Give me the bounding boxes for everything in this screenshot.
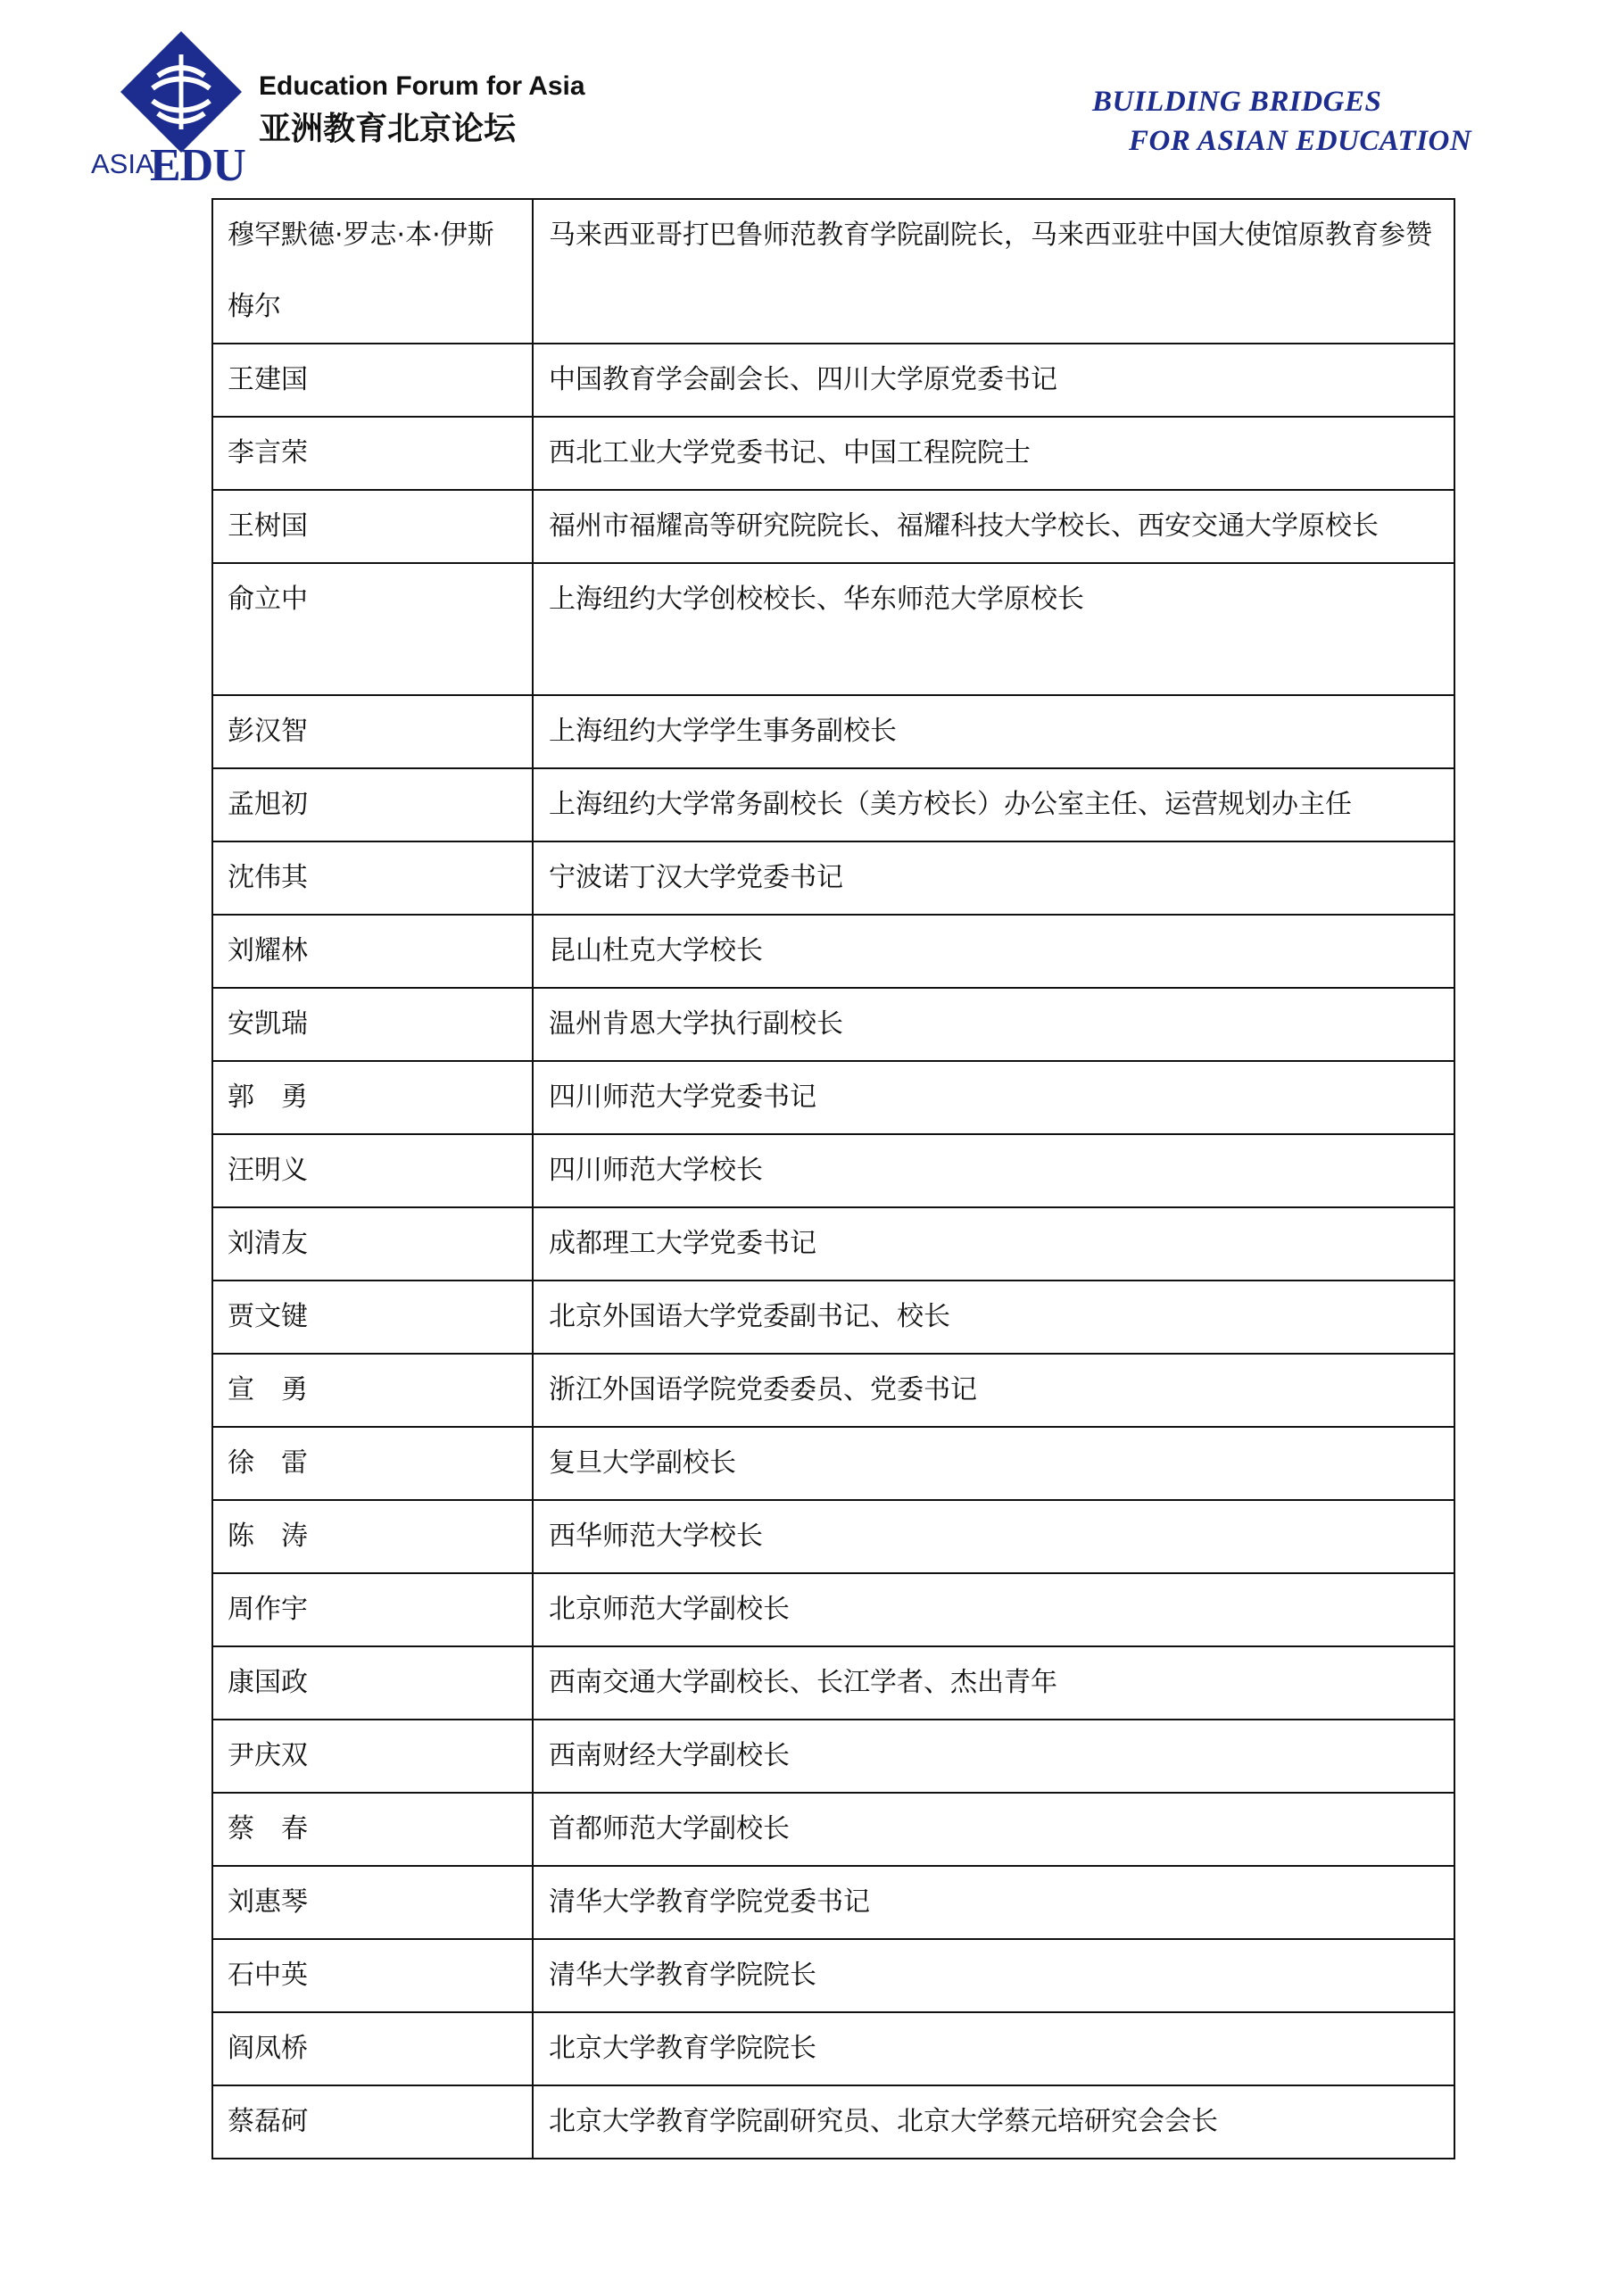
table-row [212,1427,1454,1500]
name-cell: 王建国 [212,344,533,417]
name-cell: 俞立中 [212,563,533,695]
title-cell: 上海纽约大学学生事务副校长 [533,695,1454,768]
table-row [212,417,1454,490]
name-cell: 蔡磊砢 [212,2085,533,2159]
table-row [212,1061,1454,1134]
org-name-cn: 亚洲教育北京论坛 [259,111,517,147]
name-cell: 康国政 [212,1646,533,1720]
name-cell: 郭 勇 [212,1061,533,1134]
title-cell: 北京大学教育学院院长 [533,2012,1454,2085]
org-name-en: Education Forum for Asia [259,71,585,101]
title-cell: 浙江外国语学院党委委员、党委书记 [533,1354,1454,1427]
title-cell: 福州市福耀高等研究院院长、福耀科技大学校长、西安交通大学原校长 [533,490,1454,563]
name-cell: 石中英 [212,1939,533,2012]
table-row [212,1720,1454,1793]
name-cell: 宣 勇 [212,1354,533,1427]
name-cell: 王树国 [212,490,533,563]
title-cell: 上海纽约大学创校校长、华东师范大学原校长 [533,563,1454,695]
title-cell: 温州肯恩大学执行副校长 [533,988,1454,1061]
table-row [212,563,1454,695]
title-cell: 复旦大学副校长 [533,1427,1454,1500]
table-row [212,1939,1454,2012]
roster-table [211,198,1455,2159]
title-cell: 中国教育学会副会长、四川大学原党委书记 [533,344,1454,417]
roster-body [212,199,1454,2159]
title-cell: 西南交通大学副校长、长江学者、杰出青年 [533,1646,1454,1720]
tagline-line-2: FOR ASIAN EDUCATION [1129,125,1472,157]
title-cell: 北京师范大学副校长 [533,1573,1454,1646]
title-cell: 四川师范大学校长 [533,1134,1454,1207]
table-row [212,1207,1454,1281]
table-row [212,344,1454,417]
title-cell: 上海纽约大学常务副校长（美方校长）办公室主任、运营规划办主任 [533,768,1454,841]
name-cell: 李言荣 [212,417,533,490]
title-cell: 首都师范大学副校长 [533,1793,1454,1866]
table-row [212,199,1454,344]
name-cell: 穆罕默德·罗志·本·伊斯梅尔 [212,199,533,344]
table-row [212,1793,1454,1866]
brand-asia-text: ASIA [91,148,154,179]
brand-edu-text: EDU [150,140,245,191]
name-cell: 贾文键 [212,1281,533,1354]
name-cell: 彭汉智 [212,695,533,768]
title-cell: 宁波诺丁汉大学党委书记 [533,841,1454,915]
title-cell: 北京大学教育学院副研究员、北京大学蔡元培研究会会长 [533,2085,1454,2159]
name-cell: 沈伟其 [212,841,533,915]
table-row [212,1354,1454,1427]
title-cell: 成都理工大学党委书记 [533,1207,1454,1281]
name-cell: 安凯瑞 [212,988,533,1061]
table-row [212,1573,1454,1646]
table-row [212,2085,1454,2159]
name-cell: 陈 涛 [212,1500,533,1573]
title-cell: 西北工业大学党委书记、中国工程院院士 [533,417,1454,490]
name-cell: 阎凤桥 [212,2012,533,2085]
table-row [212,2012,1454,2085]
table-row [212,1281,1454,1354]
title-cell: 清华大学教育学院院长 [533,1939,1454,2012]
name-cell: 周作宇 [212,1573,533,1646]
name-cell: 孟旭初 [212,768,533,841]
tagline-line-1: BUILDING BRIDGES [1092,86,1382,118]
title-cell: 清华大学教育学院党委书记 [533,1866,1454,1939]
table-row [212,1500,1454,1573]
name-cell: 蔡 春 [212,1793,533,1866]
table-row [212,490,1454,563]
title-cell: 四川师范大学党委书记 [533,1061,1454,1134]
table-row [212,1866,1454,1939]
title-cell: 马来西亚哥打巴鲁师范教育学院副院长，马来西亚驻中国大使馆原教育参赞 [533,199,1454,344]
table-row [212,988,1454,1061]
name-cell: 刘耀林 [212,915,533,988]
table-row [212,1134,1454,1207]
name-cell: 尹庆双 [212,1720,533,1793]
table-row [212,695,1454,768]
name-cell: 刘惠琴 [212,1866,533,1939]
asiaedu-logo-icon [119,29,244,154]
table-row [212,768,1454,841]
title-cell: 北京外国语大学党委副书记、校长 [533,1281,1454,1354]
title-cell: 西华师范大学校长 [533,1500,1454,1573]
name-cell: 汪明义 [212,1134,533,1207]
name-cell: 徐 雷 [212,1427,533,1500]
table-row [212,915,1454,988]
name-cell: 刘清友 [212,1207,533,1281]
title-cell: 西南财经大学副校长 [533,1720,1454,1793]
title-cell: 昆山杜克大学校长 [533,915,1454,988]
table-row [212,841,1454,915]
table-row [212,1646,1454,1720]
